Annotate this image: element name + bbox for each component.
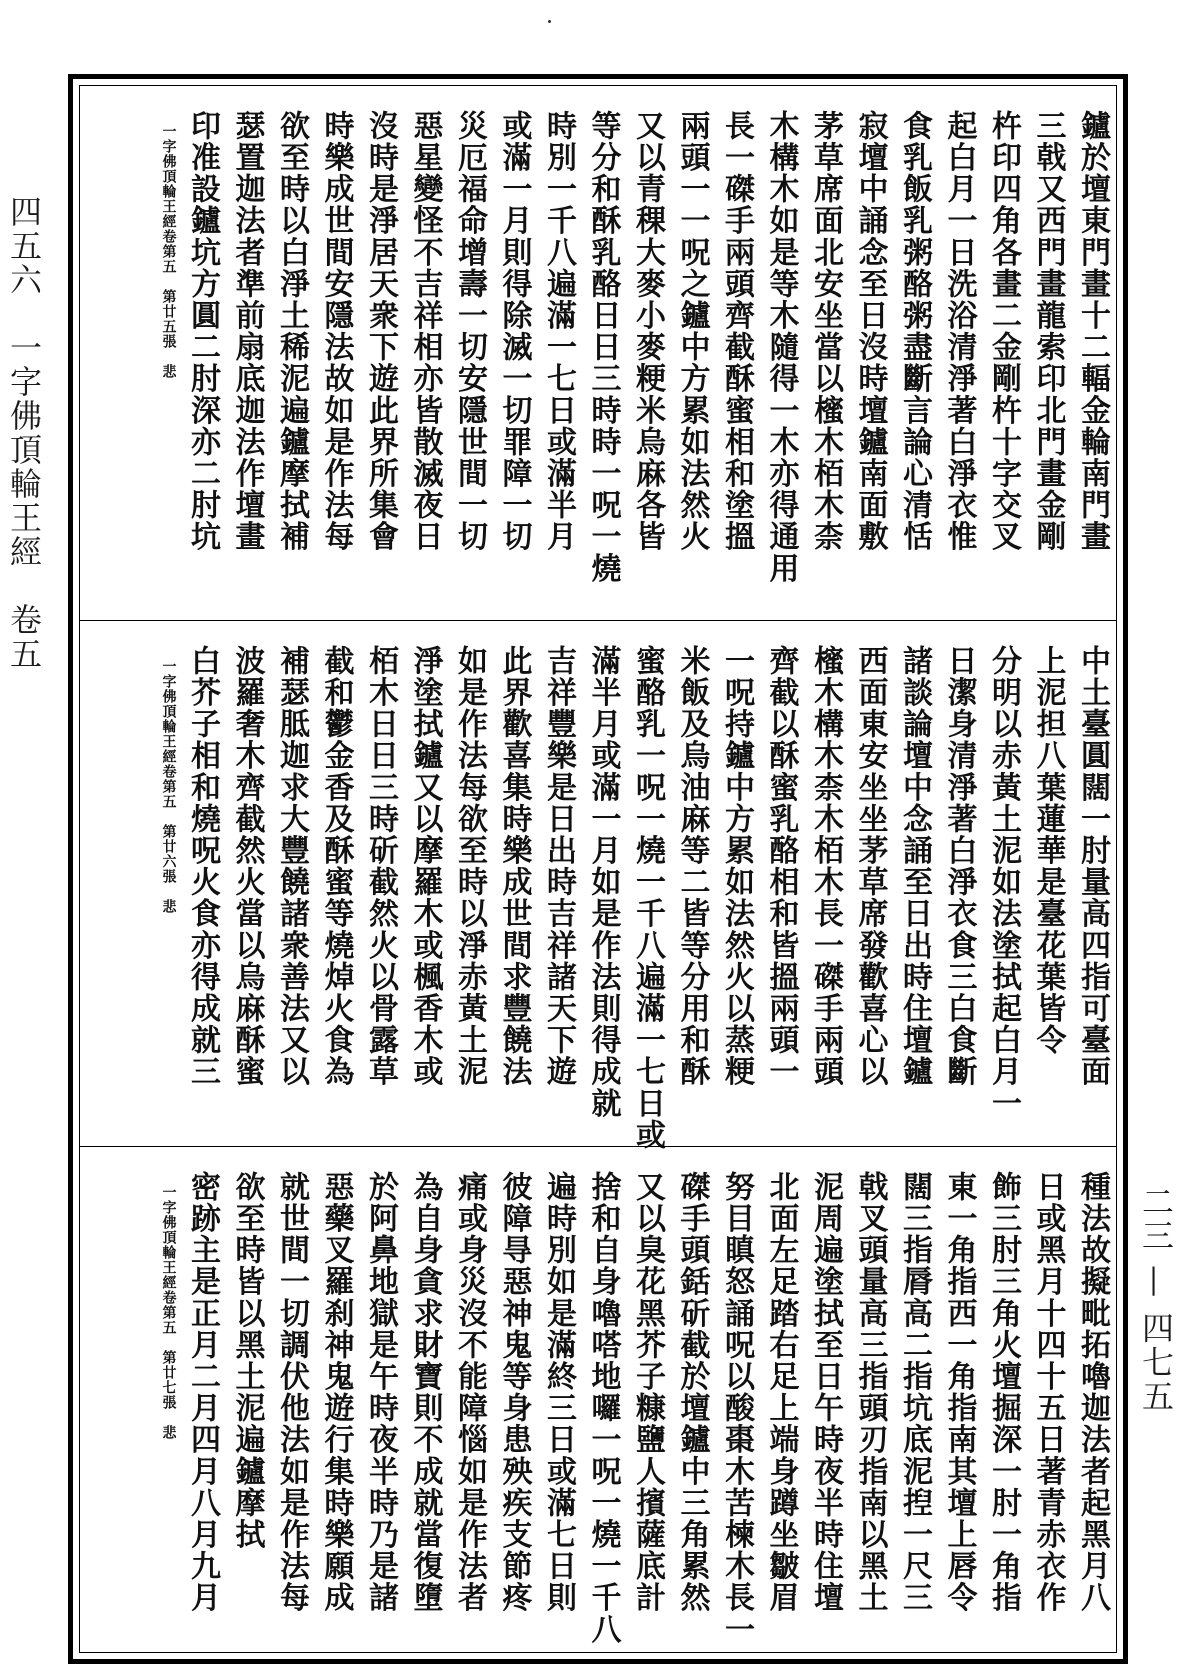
text-column: 戟叉頭量高三指頭刃指南以黑土 (852, 1171, 888, 1614)
page-frame-inner (79, 85, 1117, 1653)
text-column: 災厄福命增壽一切安隱世間一切 (452, 110, 487, 553)
text-column: 淨塗拭鑪又以摩羅木或楓香木或 (407, 645, 443, 1088)
text-column: 又以臭花黑芥子糠鹽人擯薩底計 (630, 1171, 665, 1614)
text-column: 又以青稞大麥小麥粳米烏麻各皆 (630, 110, 665, 553)
scan-speck (548, 20, 551, 23)
text-column: 鑪於壇東門畫十二輻金輪南門畫 (1075, 110, 1110, 553)
text-column: 白芥子相和燒呪火食亦得成就三 (185, 645, 220, 1088)
text-column: 等分和酥乳酪日日三時時一呪一燒 (585, 110, 621, 584)
text-column: 兩頭一一呪之鑪中方累如法然火 (674, 110, 710, 553)
panel-footer-colophon: 一字佛頂輪王經卷第五 第廿七張 悲 (160, 1185, 177, 1440)
text-panel-middle (80, 620, 1116, 1151)
text-column: 或滿一月則得除滅一切罪障一切 (496, 110, 532, 553)
text-column: 為自身貪求財寶則不成就當復墮 (407, 1171, 443, 1614)
text-column: 沒時是淨居天衆下遊此界所集會 (363, 110, 398, 553)
text-column: 於阿鼻地獄是午時夜半時乃是諸 (363, 1171, 398, 1614)
text-column: 截和鬱金香及酥蜜等燒焯火食為 (318, 645, 354, 1088)
text-column: 磔手頭銛斫截於壇鑪中三角累然 (674, 1171, 710, 1614)
text-column: 米飯及烏油麻等二皆等分用和酥 (674, 645, 710, 1088)
text-column: 時別一千八遍滿一七日或滿半月 (541, 110, 576, 553)
text-column: 如是作法每欲至時以淨赤黃土泥 (452, 645, 487, 1088)
text-column: 闊三指脣高二指坑底泥揑一尺三 (897, 1171, 932, 1614)
text-column: 飾三肘三角火壇掘深一肘一角指 (986, 1171, 1021, 1614)
panel-footer-colophon: 一字佛頂輪王經卷第五 第廿六張 悲 (160, 659, 177, 914)
text-column: 補瑟胝迦求大豐饒諸衆善法又以 (274, 645, 309, 1088)
text-column: 齊截以酥蜜乳酪相和皆搵兩頭一 (763, 645, 799, 1088)
text-column: 彼障㝵惡神鬼等身患殃疾支節疼 (496, 1171, 532, 1614)
text-column: 滿半月或滿一月如是作法則得成就 (585, 645, 621, 1119)
text-column: 分明以赤黃土泥如法塗拭起白月一 (986, 645, 1021, 1119)
text-column: 印准設鑪坑方圓二肘深亦二肘坑 (185, 110, 220, 553)
text-column: 瑟置迦法者準前扇底迦法作壇畫 (229, 110, 265, 553)
text-column: 櫁木構木柰木栢木長一磔手兩頭 (808, 645, 843, 1088)
text-column: 就世間一切調伏他法如是作法每 (274, 1171, 309, 1614)
text-column: 諸談論壇中念誦至日出時住壇鑪 (897, 645, 932, 1088)
text-column: 此界歡喜集時樂成世間求豐饒法 (496, 645, 532, 1088)
margin-page-title: 四五六 一字佛頂輪王經 卷五 (5, 195, 43, 671)
text-column: 長一磔手兩頭齊截酥蜜相和塗搵 (719, 110, 754, 553)
text-column: 欲至時皆以黑土泥遍鑪摩拭 (229, 1171, 265, 1551)
text-column: 上泥担八葉蓮華是臺花葉皆令 (1030, 645, 1066, 1056)
text-column: 中土臺圓闊一肘量高四指可臺面 (1075, 645, 1110, 1088)
text-column: 東一角指西一角指南其壇上唇令 (941, 1171, 977, 1614)
text-column: 食乳飯乳粥酪粥盡斷言論心清恬 (897, 110, 932, 553)
text-column: 一呪持鑪中方累如法然火以蒸粳 (719, 645, 754, 1088)
text-column: 蜜酪乳一呪一燒一千八遍滿一七日或 (630, 645, 665, 1151)
page-frame (68, 74, 1128, 1664)
text-column: 時樂成世間安隱法故如是作法每 (318, 110, 354, 553)
text-column: 起白月一日洗浴清淨著白淨衣惟 (941, 110, 977, 553)
text-column: 痛或身災沒不能障惱如是作法者 (452, 1171, 487, 1614)
text-column: 栢木日日三時斫截然火以骨露草 (363, 645, 398, 1088)
text-column: 吉祥豐樂是日出時吉祥諸天下遊 (541, 645, 576, 1088)
text-panel-bottom (80, 1146, 1116, 1661)
text-column: 日潔身清淨著白淨衣食三白食斷 (941, 645, 977, 1088)
text-column: 杵印四角各畫二金剛杵十字交叉 (986, 110, 1021, 553)
text-column: 北面左足踏右足上端身蹲坐皺眉 (763, 1171, 799, 1614)
text-column: 種法故擬毗拓嚕迦法者起黑月八 (1075, 1171, 1110, 1614)
text-column: 泥周遍塗拭至日午時夜半時住壇 (808, 1171, 843, 1614)
text-column: 捨和自身嚕嗒地囉一呪一燒一千八 (585, 1171, 621, 1645)
text-column: 三戟又西門畫龍索印北門畫金剛 (1030, 110, 1066, 553)
text-column: 茅草席面北安坐當以櫁木栢木柰 (808, 110, 843, 553)
text-column: 遍時別如是滿終三日或滿七日則 (541, 1171, 576, 1614)
text-column: 寂壇中誦念至日沒時壇鑪南面敷 (852, 110, 888, 553)
text-column: 欲至時以白淨土稀泥遍鑪摩拭補 (274, 110, 309, 553)
panel-footer-colophon: 一字佛頂輪王經卷第五 第廿五張 悲 (160, 124, 177, 379)
text-column: 波羅奢木齊截然火當以烏麻酥蜜 (229, 645, 265, 1088)
text-panel-top (80, 86, 1116, 620)
text-column: 日或黑月十四十五日著青赤衣作 (1030, 1171, 1066, 1614)
text-column: 木構木如是等木隨得一木亦得通用 (763, 110, 799, 584)
text-column: 惡星變怪不吉祥相亦皆散滅夜日 (407, 110, 443, 553)
text-column: 西面東安坐坐茅草席發歡喜心以 (852, 645, 888, 1088)
text-column: 努目瞋怒誦呪以酸棗木苦楝木長一 (719, 1171, 754, 1645)
margin-page-number: 二三 — 四七五 (1137, 1185, 1175, 1414)
text-column: 密跡主是正月二月四月八月九月 (185, 1171, 220, 1614)
text-column: 惡藥叉羅刹神鬼遊行集時樂願成 (318, 1171, 354, 1614)
